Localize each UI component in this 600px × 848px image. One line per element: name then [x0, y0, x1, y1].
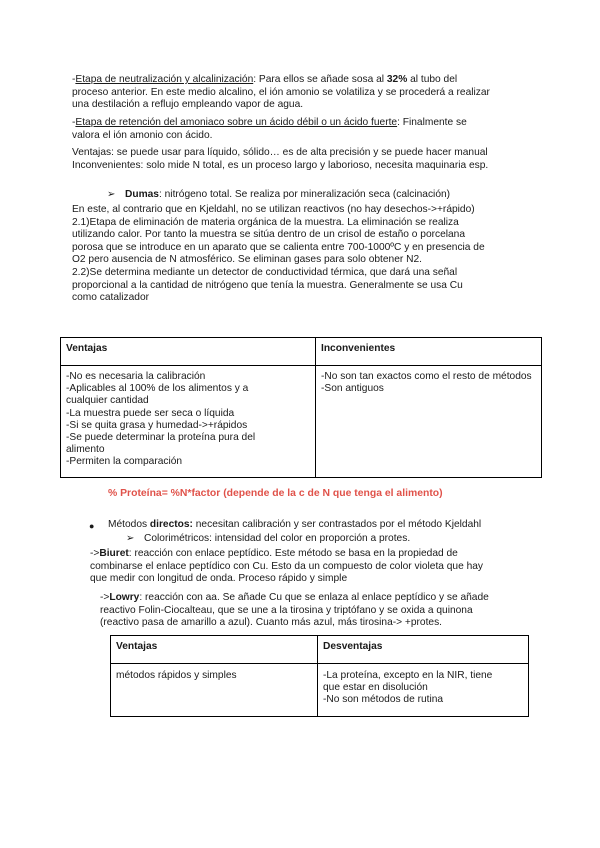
arrow-bullet-icon: ➢ [126, 533, 135, 544]
list-item: cualquier cantidad [66, 395, 149, 407]
kjeldahl-summary [72, 147, 542, 172]
list-item: -La proteína, excepto en la NIR, tiene [323, 670, 493, 681]
retention-paragraph [72, 117, 542, 142]
neutralization-line-3: una destilación a reflujo empleando vapor de agua. [72, 99, 304, 111]
retention-line-2: valora el ión amonio con ácido. [72, 129, 213, 141]
sosa-percentage: 32% [386, 74, 408, 85]
retention-line-1: -Etapa de retención del amoniaco sobre un ácido débil o un ácido fuerte: Finalmente se [72, 117, 467, 128]
table-header-advantages: Ventajas [111, 636, 318, 664]
arrow-bullet-icon: ➢ [107, 189, 116, 200]
dumas-line: como catalizador [72, 292, 150, 304]
list-item: alimento [66, 444, 105, 456]
protein-formula: % Proteína= %N*factor (depende de la c de N que tenga el alimento) [108, 488, 443, 499]
colorimetric-line: ➢ Colorimétricos: intensidad del color en proporción a protes. [126, 533, 411, 544]
dumas-paragraph [72, 204, 542, 305]
dumas-heading: ➢ Dumas: nitrógeno total. Se realiza por mineralización seca (calcinación) [107, 189, 451, 200]
list-item: -Se puede determinar la proteína pura del [66, 432, 256, 444]
disadvantages-cell [318, 664, 529, 717]
direct-methods-table [110, 635, 529, 717]
advantages-cell [111, 664, 318, 717]
lowry-line: reactivo Folin-Ciocalteau, que se une a la tirosina y triptófano y se oxida a quinona [100, 604, 473, 616]
dumas-line: O2 pero ausencia de N atmosférico. Se eliminan gases para solo obtener N2. [72, 254, 422, 266]
table-row [61, 366, 542, 478]
dumas-line: En este, al contrario que en Kjeldahl, no se utilizan reactivos (no hay desechos->+rápido) [72, 204, 475, 215]
bullet-icon: ● [89, 521, 95, 531]
dumas-line: 2.2)Se determina mediante un detector de conductividad térmica, que dará una señal [72, 266, 458, 278]
list-item: métodos rápidos y simples [116, 670, 237, 681]
list-item: -No es necesaria la calibración [66, 371, 206, 382]
dumas-line: utilizando calor. Por tanto la muestra se sitúa dentro de un crisol de estaño o porcelana [72, 229, 466, 241]
neutralization-line-2: proceso anterior. En este medio alcalino, el ión amonio se volatiliza y se procederá a realizar [72, 86, 490, 98]
lowry-line-1: ->Lowry: reacción con aa. Se añade Cu que se enlaza al enlace peptídico y se añade [100, 592, 489, 603]
biuret-line-1: ->Biuret: reacción con enlace peptídico. Este método se basa en la propiedad de [90, 548, 458, 559]
biuret-title: Biuret [99, 548, 129, 559]
list-item: -Si se quita grasa y humedad->+rápidos [66, 419, 248, 431]
kjeldahl-advantages: Ventajas: se puede usar para líquido, sólido… es de alta precisión y se puede hacer manual [72, 147, 488, 158]
list-item: -Son antiguos [321, 383, 384, 395]
neutralization-line-1: -Etapa de neutralización y alcalinización: Para ellos se añade sosa al 32% al tubo del [72, 74, 458, 85]
direct-label: directos: [149, 519, 193, 530]
list-item: -Aplicables al 100% de los alimentos y a [66, 383, 249, 395]
table-header-disadvantages: Desventajas [318, 636, 529, 664]
disadvantages-cell [316, 366, 542, 478]
dumas-line: 2.1)Etapa de eliminación de materia orgánica de la muestra. La eliminación se realiza [72, 216, 459, 228]
table-row [111, 664, 529, 717]
dumas-line: porosa que se introduce en un aparato que se calienta entre 700-1000ºC y en presencia de [72, 241, 485, 253]
dumas-comparison-table [60, 337, 542, 478]
lowry-paragraph [100, 592, 550, 630]
biuret-line: que medir con longitud de onda. Proceso rápido y simple [90, 573, 348, 585]
kjeldahl-disadvantages: Inconvenientes: solo mide N total, es un proceso largo y laborioso, necesita maquinaria esp. [72, 159, 489, 171]
lowry-line: (reactivo pasa de amarillo a azul). Cuanto más azul, más tirosina-> +protes. [100, 617, 443, 629]
dumas-title: Dumas [125, 189, 159, 200]
list-item: que estar en disolución [323, 682, 428, 694]
biuret-line: combinarse el enlace peptídico con Cu. Esto da un compuesto de color violeta que hay [90, 560, 484, 572]
table-header-row [61, 338, 542, 366]
retention-title: Etapa de retención del amoniaco sobre un ácido débil o un ácido fuerte [75, 117, 398, 128]
table-header-disadvantages: Inconvenientes [316, 338, 542, 366]
list-item: -La muestra puede ser seca o líquida [66, 407, 235, 419]
table-header-advantages: Ventajas [61, 338, 316, 366]
direct-methods-heading: Métodos directos: necesitan calibración y ser contrastados por el método Kjeldahl [108, 519, 482, 530]
lowry-title: Lowry [109, 592, 140, 603]
list-item: -Permiten la comparación [66, 456, 183, 468]
list-item: -No son tan exactos como el resto de métodos [321, 371, 532, 382]
neutralization-paragraph [72, 74, 542, 112]
list-item: -No son métodos de rutina [323, 694, 444, 706]
neutralization-title: Etapa de neutralización y alcalinización [75, 74, 254, 85]
dumas-line: proporcional a la cantidad de nitrógeno que tenía la muestra. Generalmente se usa Cu [72, 279, 463, 291]
biuret-paragraph [90, 548, 550, 586]
advantages-cell [61, 366, 316, 478]
table-header-row [111, 636, 529, 664]
